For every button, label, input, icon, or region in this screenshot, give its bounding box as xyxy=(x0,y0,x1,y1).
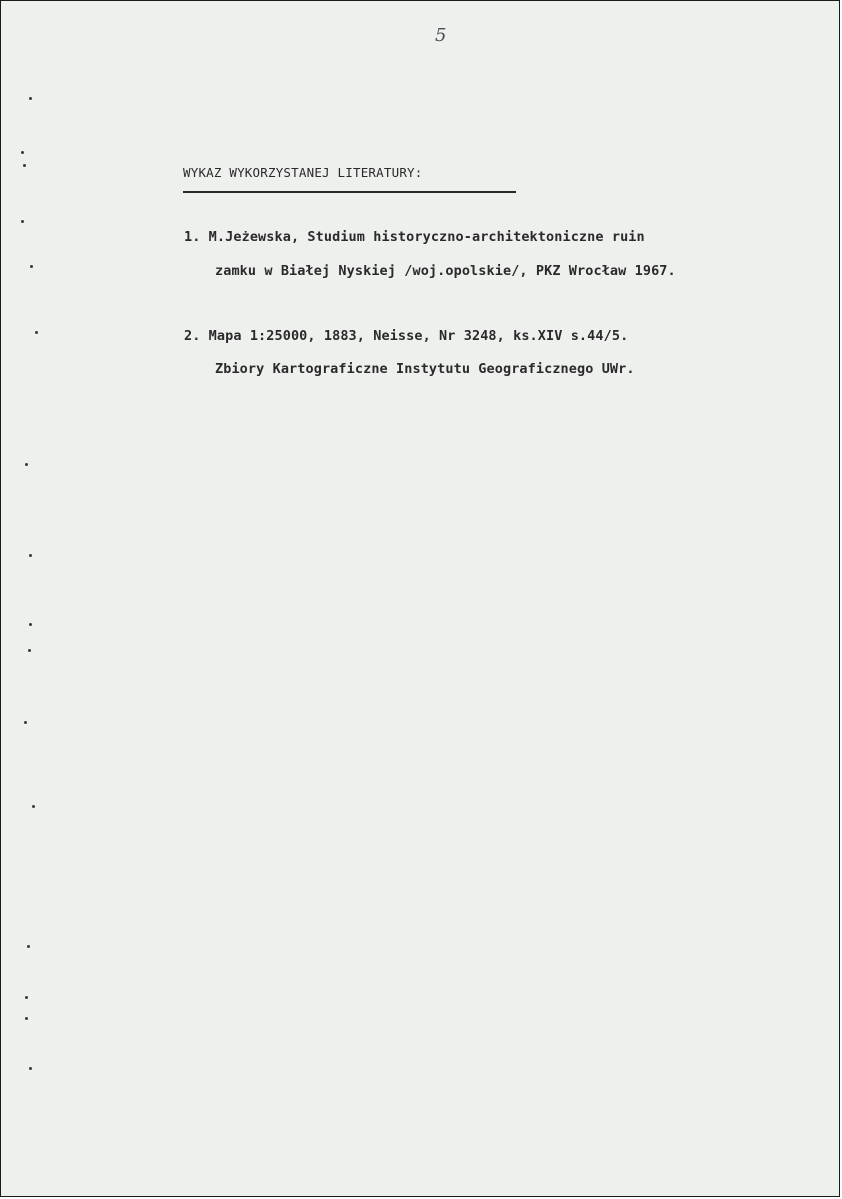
scan-speck xyxy=(23,164,26,167)
scan-speck xyxy=(29,1067,32,1070)
scan-speck xyxy=(21,151,24,154)
scan-speck xyxy=(30,265,33,268)
scan-speck xyxy=(29,554,32,557)
bibliography-entry-2-line-1: 2. Mapa 1:25000, 1883, Neisse, Nr 3248, ks.XIV s.44/5. xyxy=(184,328,629,344)
bibliography-entry-2-line-2: Zbiory Kartograficzne Instytutu Geograficznego UWr. xyxy=(215,361,635,377)
scan-speck xyxy=(25,463,28,466)
scan-speck xyxy=(28,649,31,652)
heading-underline xyxy=(183,191,516,193)
bibliography-entry-1-line-1: 1. M.Jeżewska, Studium historyczno-architektoniczne ruin xyxy=(184,229,645,245)
scan-speck xyxy=(29,623,32,626)
scan-speck xyxy=(24,721,27,724)
bibliography-heading: WYKAZ WYKORZYSTANEJ LITERATURY: xyxy=(183,165,423,180)
scan-speck xyxy=(35,331,38,334)
scan-speck xyxy=(25,1017,28,1020)
scan-speck xyxy=(32,805,35,808)
page-number: 5 xyxy=(435,25,447,46)
scan-speck xyxy=(29,97,32,100)
scan-speck xyxy=(25,996,28,999)
scan-speck xyxy=(27,945,30,948)
bibliography-entry-1-line-2: zamku w Białej Nyskiej /woj.opolskie/, PKZ Wrocław 1967. xyxy=(215,263,676,279)
scan-speck xyxy=(21,220,24,223)
